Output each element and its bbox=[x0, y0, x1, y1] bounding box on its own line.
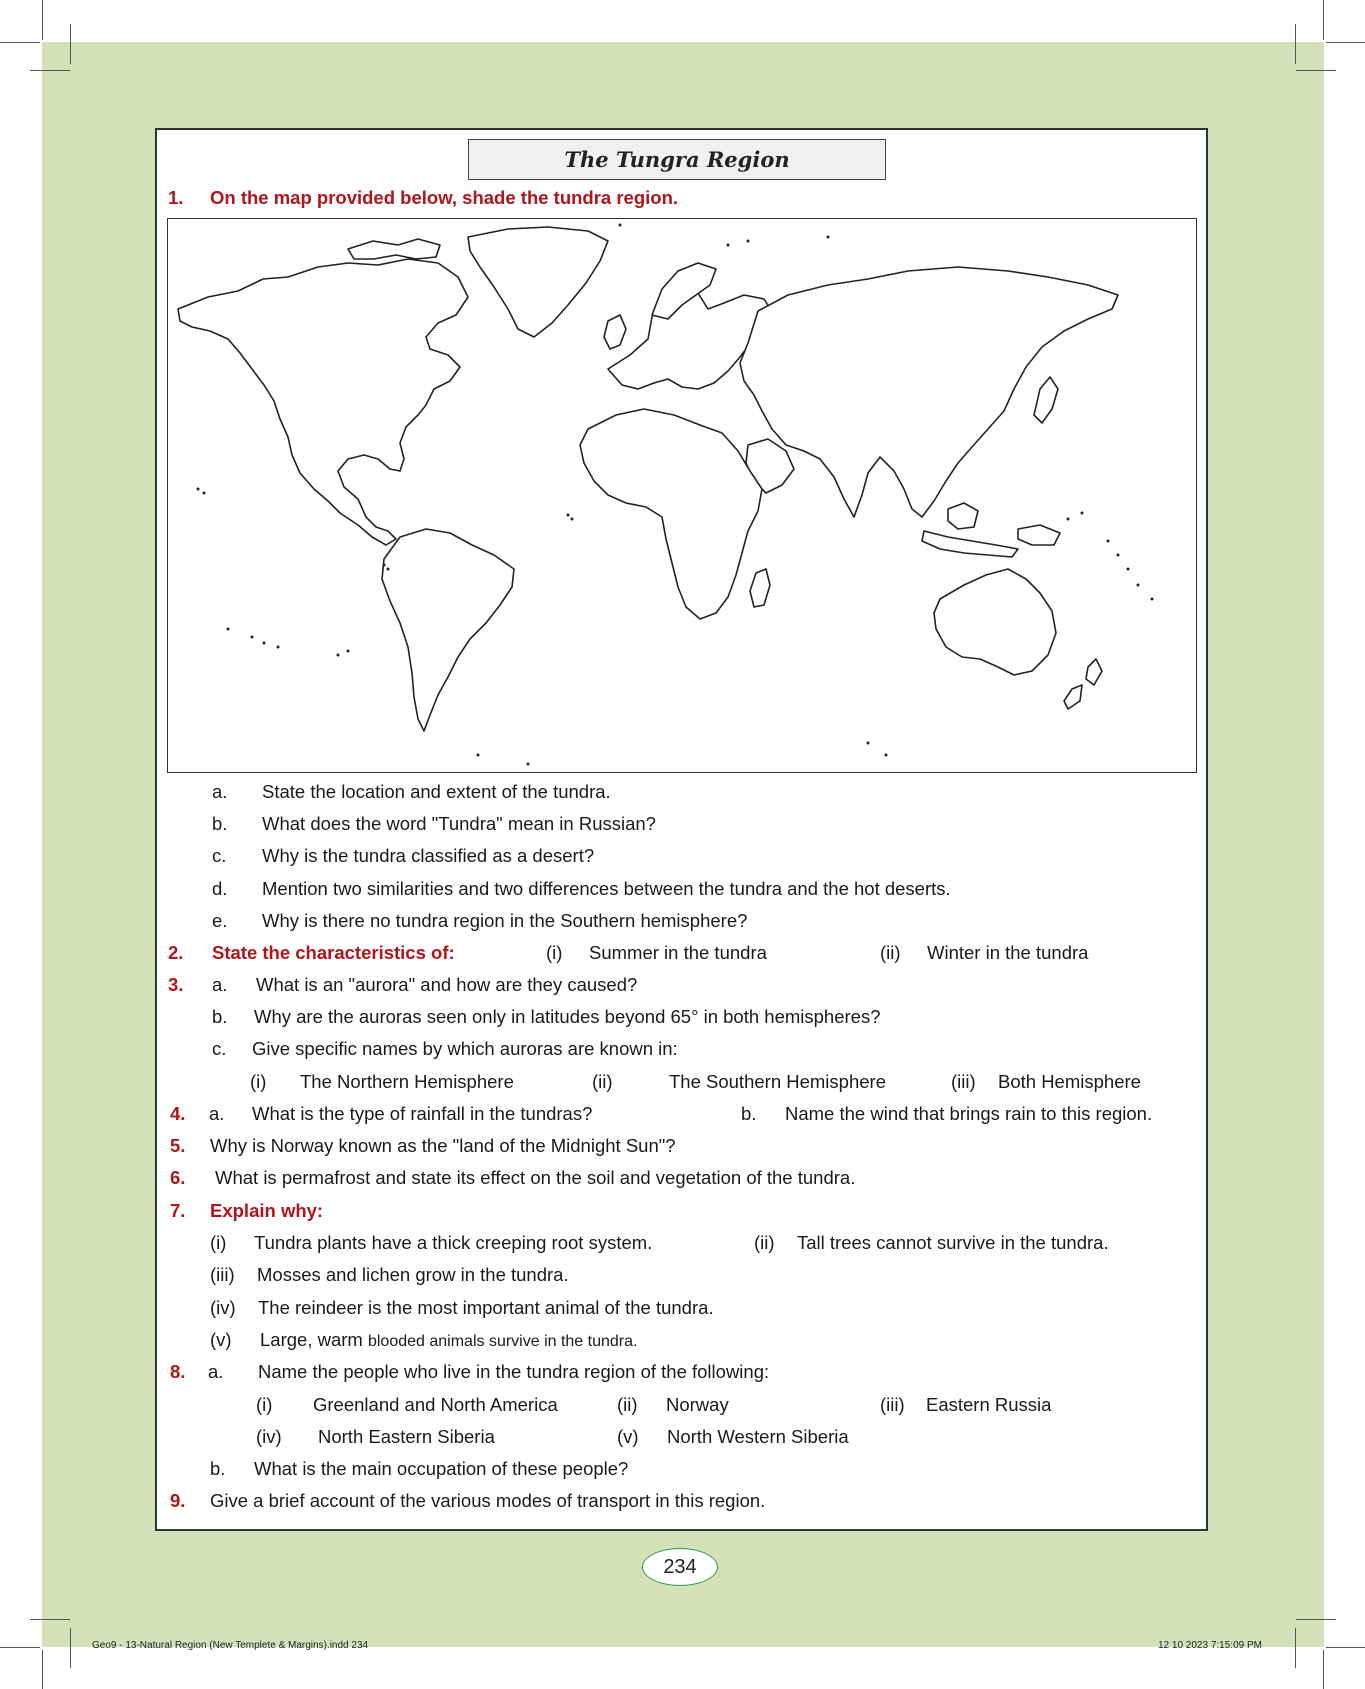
map-uk bbox=[604, 315, 626, 349]
crop-mark bbox=[42, 0, 43, 40]
q3b-letter: b. bbox=[212, 1006, 228, 1027]
crop-mark bbox=[1323, 0, 1324, 40]
crop-mark bbox=[70, 1628, 71, 1668]
map-new-zealand bbox=[1086, 659, 1102, 685]
q8-opt-iii-text: Eastern Russia bbox=[926, 1394, 1052, 1415]
crop-mark bbox=[1326, 1647, 1365, 1648]
q2-ii-label: (ii) bbox=[880, 942, 901, 963]
q1c-text: Why is the tundra classified as a desert? bbox=[262, 845, 595, 866]
crop-mark bbox=[0, 42, 40, 43]
map-arctic-islands bbox=[348, 239, 440, 259]
q4b-letter: b. bbox=[741, 1103, 757, 1124]
crop-mark bbox=[1295, 1628, 1296, 1668]
map-asia bbox=[740, 267, 1118, 517]
q7-ii-label: (ii) bbox=[754, 1232, 775, 1253]
q3-opt-iii-label: (iii) bbox=[951, 1071, 976, 1092]
crop-mark bbox=[70, 24, 71, 64]
q8-opt-i-text: Greenland and North America bbox=[313, 1394, 558, 1415]
q8a-text: Name the people who live in the tundra region of the following: bbox=[258, 1361, 770, 1382]
q1e-letter: e. bbox=[212, 910, 228, 931]
map-north-america bbox=[178, 259, 468, 545]
q3c-letter: c. bbox=[212, 1038, 227, 1059]
q2-ii-text: Winter in the tundra bbox=[927, 942, 1089, 963]
q6-text: What is permafrost and state its effect on the soil and vegetation of the tundra. bbox=[215, 1167, 856, 1188]
q7-number: 7. bbox=[170, 1200, 186, 1221]
q1e-text: Why is there no tundra region in the Southern hemisphere? bbox=[262, 910, 748, 931]
q7-ii-text: Tall trees cannot survive in the tundra. bbox=[797, 1232, 1109, 1253]
q4a-text: What is the type of rainfall in the tundras? bbox=[252, 1103, 593, 1124]
q7-text: Explain why: bbox=[210, 1200, 324, 1221]
title-text: The Tungra Region bbox=[564, 147, 790, 172]
q1a-text: State the location and extent of the tundra. bbox=[262, 781, 611, 802]
q4b-text: Name the wind that brings rain to this region. bbox=[785, 1103, 1153, 1124]
q8b-text: What is the main occupation of these people? bbox=[254, 1458, 629, 1479]
map-new-guinea bbox=[1018, 525, 1060, 545]
q7-iii-label: (iii) bbox=[210, 1264, 235, 1285]
crop-mark bbox=[0, 1647, 40, 1648]
q1b-text: What does the word "Tundra" mean in Russian? bbox=[262, 813, 656, 834]
q4-number: 4. bbox=[170, 1103, 186, 1124]
map-greenland bbox=[468, 227, 608, 337]
q8-opt-ii-text: Norway bbox=[666, 1394, 729, 1415]
q1-number: 1. bbox=[168, 187, 184, 208]
q7-v-text bbox=[260, 1329, 637, 1353]
q3-opt-ii-label: (ii) bbox=[592, 1071, 613, 1092]
q8a-letter: a. bbox=[208, 1361, 224, 1382]
q1b-letter: b. bbox=[212, 813, 228, 834]
map-south-america bbox=[382, 529, 514, 731]
crop-mark bbox=[1296, 1619, 1336, 1620]
q4a-letter: a. bbox=[209, 1103, 225, 1124]
q1c-letter: c. bbox=[212, 845, 227, 866]
q9-text: Give a brief account of the various modes of transport in this region. bbox=[210, 1490, 766, 1511]
q7-i-label: (i) bbox=[210, 1232, 227, 1253]
q7-iii-text: Mosses and lichen grow in the tundra. bbox=[257, 1264, 569, 1285]
q8-opt-i-label: (i) bbox=[256, 1394, 273, 1415]
q3c-text: Give specific names by which auroras are known in: bbox=[252, 1038, 678, 1059]
q8b-letter: b. bbox=[210, 1458, 226, 1479]
q8-opt-iii-label: (iii) bbox=[880, 1394, 905, 1415]
footer-timestamp: 12 10 2023 7:15:09 PM bbox=[1158, 1640, 1262, 1651]
q3a-text: What is an "aurora" and how are they caused? bbox=[256, 974, 638, 995]
q1d-text: Mention two similarities and two differences between the tundra and the hot deserts. bbox=[262, 878, 951, 899]
crop-mark bbox=[1296, 70, 1336, 71]
q7-iv-label: (iv) bbox=[210, 1297, 236, 1318]
map-madagascar bbox=[750, 569, 770, 607]
map-japan bbox=[1034, 377, 1058, 423]
crop-mark bbox=[1326, 42, 1365, 43]
q8-opt-v-text: North Western Siberia bbox=[667, 1426, 849, 1447]
map-australia bbox=[934, 569, 1056, 675]
q8-number: 8. bbox=[170, 1361, 186, 1382]
q5-text: Why is Norway known as the "land of the Midnight Sun"? bbox=[210, 1135, 676, 1156]
q8-opt-iv-label: (iv) bbox=[256, 1426, 282, 1447]
q2-text: State the characteristics of: bbox=[212, 942, 455, 963]
q6-number: 6. bbox=[170, 1167, 186, 1188]
q1d-letter: d. bbox=[212, 878, 228, 899]
q3a-letter: a. bbox=[212, 974, 228, 995]
q3-opt-iii-text: Both Hemisphere bbox=[998, 1071, 1141, 1092]
q8-opt-ii-label: (ii) bbox=[617, 1394, 638, 1415]
footer-file-info: Geo9 - 13-Natural Region (New Templete & Margins).indd 234 bbox=[92, 1640, 369, 1651]
q7-v-text-b: blooded animals survive in the tundra. bbox=[367, 1333, 638, 1350]
q8-opt-v-label: (v) bbox=[617, 1426, 639, 1447]
crop-mark bbox=[1323, 1650, 1324, 1689]
q7-v-text-a: Large, warm bbox=[260, 1329, 368, 1350]
q1a-letter: a. bbox=[212, 781, 228, 802]
q3-opt-ii-text: The Southern Hemisphere bbox=[669, 1071, 886, 1092]
map-indonesia bbox=[922, 531, 1018, 557]
q3-number: 3. bbox=[168, 974, 184, 995]
worksheet-title bbox=[468, 139, 886, 180]
q9-number: 9. bbox=[170, 1490, 186, 1511]
page-number: 234 bbox=[663, 1555, 697, 1578]
world-map-svg bbox=[168, 219, 1197, 773]
map-borneo bbox=[948, 503, 978, 529]
q3-opt-i-text: The Northern Hemisphere bbox=[300, 1071, 514, 1092]
crop-mark bbox=[42, 1650, 43, 1689]
crop-mark bbox=[30, 70, 70, 71]
q7-i-text: Tundra plants have a thick creeping root system. bbox=[254, 1232, 653, 1253]
q2-i-text: Summer in the tundra bbox=[589, 942, 767, 963]
page-number-badge bbox=[642, 1548, 718, 1586]
crop-mark bbox=[30, 1619, 70, 1620]
q2-number: 2. bbox=[168, 942, 184, 963]
q8-opt-iv-text: North Eastern Siberia bbox=[318, 1426, 495, 1447]
q1-text: On the map provided below, shade the tundra region. bbox=[210, 187, 679, 208]
q3b-text: Why are the auroras seen only in latitudes beyond 65° in both hemispheres? bbox=[254, 1006, 881, 1027]
q7-v-label: (v) bbox=[210, 1329, 232, 1350]
q7-iv-text: The reindeer is the most important animal of the tundra. bbox=[258, 1297, 714, 1318]
q2-i-label: (i) bbox=[546, 942, 563, 963]
world-outline-map[interactable] bbox=[167, 218, 1197, 773]
q5-number: 5. bbox=[170, 1135, 186, 1156]
map-africa bbox=[580, 409, 762, 619]
crop-mark bbox=[1295, 24, 1296, 64]
map-new-zealand-south bbox=[1064, 685, 1082, 709]
q3-opt-i-label: (i) bbox=[250, 1071, 267, 1092]
